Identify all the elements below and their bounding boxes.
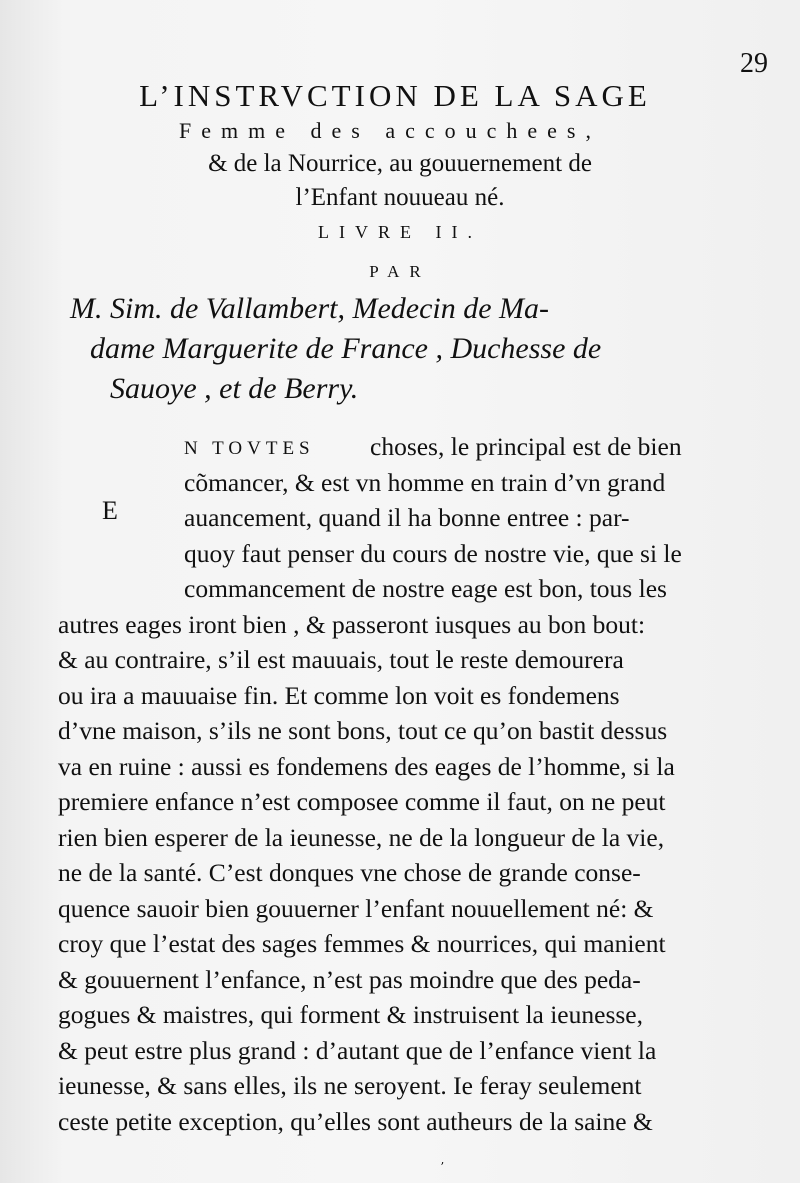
- body-line: & peut estre plus grand : d’autant que de l’enfance vient la: [58, 1035, 657, 1065]
- initial-letter: E: [102, 496, 118, 525]
- body-line: ceste petite exception, qu’elles sont autheurs de la saine &: [58, 1106, 653, 1136]
- body-line: & gouuernent l’enfance, n’est pas moindre que des peda-: [58, 964, 641, 994]
- body-line: ou ira a mauuaise fin. Et comme lon voit es fondemens: [58, 680, 620, 710]
- body-line: croy que l’estat des sages femmes & nourrices, qui manient: [58, 929, 666, 958]
- by-line: PAR: [369, 262, 431, 281]
- body-line: choses, le principal est de bien: [370, 432, 682, 461]
- book-number: LIVRE II.: [318, 222, 482, 242]
- page-number: 29: [740, 48, 768, 79]
- body-line: rien bien esperer de la ieunesse, ne de la longueur de la vie,: [58, 822, 665, 852]
- body-line: autres eages iront bien , & passeront iusques au bon bout:: [58, 609, 646, 639]
- body-line: cõmancer, & est vn homme en train d’vn grand: [184, 467, 666, 497]
- title-line-1: L’INSTRVCTION DE LA SAGE: [139, 78, 651, 113]
- title-line-3: & de la Nourrice, au gouuernement de: [208, 150, 592, 177]
- body-line: quoy faut penser du cours de nostre vie, que si le: [184, 538, 682, 568]
- body-line: ne de la santé. C’est donques vne chose de grande conse-: [58, 858, 641, 887]
- title-line-4: l’Enfant nouueau né.: [295, 184, 505, 211]
- body-line: premiere enfance n’est composee comme il faut, on ne peut: [58, 787, 666, 816]
- author-line-1: M. Sim. de Vallambert, Medecin de Ma-: [70, 292, 550, 325]
- body-line: gogues & maistres, qui forment & instruisent la ieunesse,: [58, 1000, 643, 1029]
- signature-mark: ʼ: [440, 1160, 444, 1174]
- opening-words: N TOVTES: [184, 438, 315, 459]
- body-line: va en ruine : aussi es fondemens des eages de l’homme, si la: [58, 751, 675, 781]
- body-line: auancement, quand il ha bonne entree : par-: [184, 503, 630, 532]
- body-line: quence sauoir bien gouuerner l’enfant nouuellement né: &: [58, 893, 654, 923]
- title-line-2: Femme des accouchees,: [179, 118, 601, 143]
- body-line: ieunesse, & sans elles, ils ne seroyent. Ie feray seulement: [58, 1071, 642, 1100]
- author-line-2: dame Marguerite de France , Duchesse de: [90, 332, 602, 365]
- body-line: & au contraire, s’il est mauuais, tout le reste demourera: [58, 645, 624, 674]
- body-line: commancement de nostre eage est bon, tous les: [184, 574, 667, 603]
- author-line-3: Sauoye , et de Berry.: [110, 372, 359, 405]
- body-line: d’vne maison, s’ils ne sont bons, tout ce qu’on bastit dessus: [58, 716, 668, 745]
